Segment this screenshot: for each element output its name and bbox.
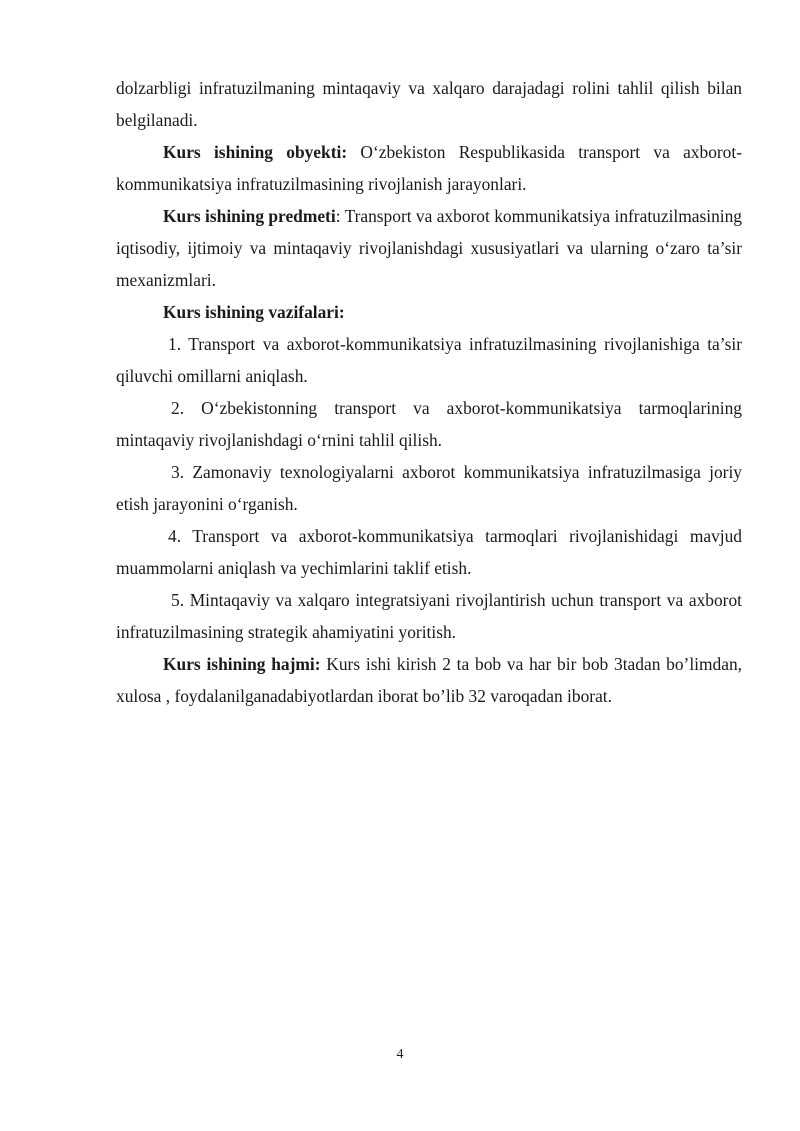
volume-paragraph	[116, 648, 742, 712]
object-paragraph	[116, 136, 742, 200]
object-label: Kurs ishining obyekti:	[163, 142, 348, 162]
task-item-3: 3. Zamonaviy texnologiyalarni axborot kommunikatsiya infratuzilmasiga joriy etish jarayonini o‘rganish.	[116, 462, 742, 514]
subject-paragraph	[116, 200, 742, 296]
task-item-1: 1. Transport va axborot-kommunikatsiya infratuzilmasining rivojlanishiga ta’sir qiluvchi omillarni aniqlash.	[116, 334, 742, 386]
tasks-label: Kurs ishining vazifalari:	[163, 302, 345, 322]
task-item-2: 2. O‘zbekistonning transport va axborot-kommunikatsiya tarmoqlarining mintaqaviy rivojlanishdagi o‘rnini tahlil qilish.	[116, 398, 742, 450]
volume-text: Kurs ishi kirish 2 ta bob va har bir bob 3tadan bo’limdan, xulosa , foydalanilganadabiyotlardan iborat bo’lib 32 varoqadan iborat.	[116, 654, 743, 706]
tasks-heading	[116, 296, 742, 328]
object-text: O‘zbekiston Respublikasida transport va axborot-kommunikatsiya infratuzilmasining rivojlanish jarayonlari.	[116, 142, 742, 194]
task-item-4: 4. Transport va axborot-kommunikatsiya tarmoqlari rivojlanishidagi mavjud muammolarni aniqlash va yechimlarini taklif etish.	[116, 526, 742, 578]
body-text	[116, 72, 742, 712]
subject-text: : Transport va axborot kommunikatsiya infratuzilmasining iqtisodiy, ijtimoiy va mintaqaviy rivojlanishdagi xususiyatlari va ularning o‘zaro ta’sir mexanizmlari.	[116, 206, 742, 290]
volume-label: Kurs ishining hajmi:	[163, 654, 321, 674]
intro-paragraph: dolzarbligi infratuzilmaning mintaqaviy va xalqaro darajadagi rolini tahlil qilish bilan belgilanadi.	[116, 78, 742, 130]
subject-label: Kurs ishining predmeti	[163, 206, 336, 226]
task-item-5: 5. Mintaqaviy va xalqaro integratsiyani rivojlantirish uchun transport va axborot infratuzilmasining strategik ahamiyatini yoritish.	[116, 590, 742, 642]
page-number: 4	[396, 1047, 404, 1062]
